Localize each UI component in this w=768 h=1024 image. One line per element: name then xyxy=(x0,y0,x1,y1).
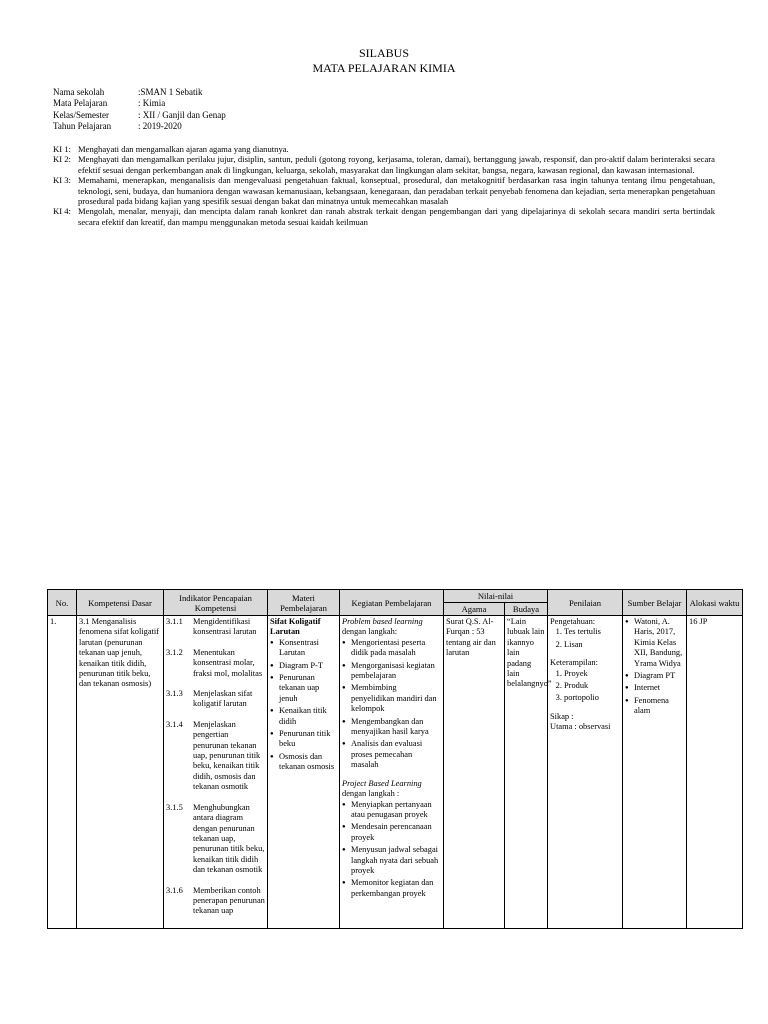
header-sumber: Sumber Belajar xyxy=(623,590,687,616)
indicator-item xyxy=(166,648,265,679)
info-value: :SMAN 1 Sebatik xyxy=(138,87,203,97)
materi-title: Sifat Koligatif Larutan xyxy=(270,617,321,637)
indicator-text: Menghubungkan antara diagram dengan penurunan tekanan uap, penurunan titik beku, kenaikan titik didih dan tekanan osmotik xyxy=(193,802,265,875)
ki-text: Memahami, menerapkan, menganalisis dan mengevaluasi pengetahuan faktual, konseptual, prosedural, dan metakognitif berdasarkan rasa ingin tahunya tentang ilmu pengetahuan, teknologi, seni, budaya, dan humaniora dengan wawasan kemanusiaan, kebangsaan, kenegaraan, dan peradaban terkait penyebab fenomena dan kejadian, serta menerapkan pengetahuan prosedural pada bidang kajian yang spesifik sesuai dengan bakat dan minatnya untuk memecahkan masalah xyxy=(78,175,715,207)
list-item: ● Menyiapkan pertanyaan atau penugasan proyek xyxy=(351,800,441,821)
info-label: Tahun Pelajaran xyxy=(53,120,112,131)
info-value: : Kimia xyxy=(138,98,166,109)
keterampilan-list xyxy=(550,669,620,704)
ki-key: KI 2: xyxy=(53,154,71,165)
cell-budaya: “Lain lubuak lain ikannyo lain padang lain belalangnyo” xyxy=(505,616,548,929)
list-item: ● Fenomena alam xyxy=(634,696,684,717)
list-item: ● Diagram P-T xyxy=(279,661,337,671)
cell-kd: 3.1 Menganalisis fenomena sifat koligatif larutan (penurunan tekanan uap jenuh, kenaikan titik didih, penurunan titik beku, dan tekanan osmosis) xyxy=(77,616,164,929)
indicator-text: Menjelaskan sifat koligatif larutan xyxy=(193,689,253,709)
list-item: 1. Proyek xyxy=(564,669,620,679)
list-item: 2. Lisan xyxy=(564,640,620,650)
ki-item xyxy=(53,206,715,227)
list-item: ● Membimbing penyelidikan mandiri dan kelompok xyxy=(351,683,441,714)
header-agama: Agama xyxy=(444,603,505,616)
header-alokasi: Alokasi waktu xyxy=(687,590,743,616)
cell-ipk xyxy=(164,616,268,929)
pengetahuan-label: Pengetahuan: xyxy=(550,617,596,626)
sikap-value: Utama : observasi xyxy=(550,722,611,732)
info-label: Kelas/Semester xyxy=(53,109,109,120)
document-subtitle: MATA PELAJARAN KIMIA xyxy=(312,61,456,75)
info-label: Nama sekolah xyxy=(53,87,105,97)
list-item: ● Penurunan titik beku xyxy=(279,729,337,750)
info-value: : 2019-2020 xyxy=(138,120,182,131)
ki-item xyxy=(53,144,715,154)
header-no: No. xyxy=(48,590,77,616)
cell-no: 1. xyxy=(48,616,77,929)
indicator-text: Mengidentifikasi konsentrasi larutan xyxy=(193,617,257,637)
model-2-name: Project Based Learning xyxy=(342,778,422,788)
info-row xyxy=(53,87,226,98)
document-title: SILABUS xyxy=(358,46,409,60)
cell-agama: Surat Q.S. Al-Furqan : 53 tentang air dan larutan xyxy=(444,616,505,929)
indicator-number: 3.1.6 xyxy=(166,885,183,895)
list-item: ● Osmosis dan tekanan osmosis xyxy=(279,752,337,773)
cell-materi xyxy=(268,616,340,929)
indicator-item xyxy=(166,689,265,710)
header-penilaian: Penilaian xyxy=(548,590,623,616)
model-2 xyxy=(342,779,441,800)
steps-1 xyxy=(342,638,441,771)
header-kegiatan: Kegiatan Pembelajaran xyxy=(340,590,444,616)
indicator-number: 3.1.5 xyxy=(166,802,183,812)
list-item: ● Watoni, A. Haris, 2017, Kimia Kelas XII, Bandung, Yrama Widya xyxy=(634,617,684,669)
steps-2 xyxy=(342,800,441,900)
keterampilan-label: Keterampilan: xyxy=(550,658,598,668)
materi-list xyxy=(270,638,337,773)
list-item: 3. portopolio xyxy=(564,693,620,703)
header-budaya: Budaya xyxy=(505,603,548,616)
cell-penilaian xyxy=(548,616,623,929)
list-item: 2. Produk xyxy=(564,681,620,691)
ki-key: KI 1: xyxy=(53,144,71,154)
list-item: ● Penurunan tekanan uap jenuh xyxy=(279,673,337,704)
ki-item xyxy=(53,175,715,206)
ki-text: Menghayati dan mengamalkan perilaku jujur, disiplin, santun, peduli (gotong royong, kerjasama, toleran, damai), bertanggung jawab, responsif, dan pro-aktif dalam berinteraksi secara efektif sesuai dengan perkembangan anak di lingkungan, keluarga, sekolah, masyarakat dan lingkungan alam sekitar, bangsa, negara, kawasan regional, dan kawasan internasional. xyxy=(78,154,715,175)
indicator-text: Menjelaskan pengertian penurunan tekanan uap, penurunan titik beku, kenaikan titik didih, osmosis dan tekanan osmotik xyxy=(193,719,261,792)
ki-text: Menghayati dan mengamalkan ajaran agama yang dianutnya. xyxy=(78,144,289,154)
list-item: ● Mendesain perencanaan proyek xyxy=(351,822,441,843)
header-materi: Materi Pembelajaran xyxy=(268,590,340,616)
pengetahuan-list xyxy=(550,627,620,650)
indicator-item xyxy=(166,617,265,638)
info-row xyxy=(53,121,226,132)
indicator-item xyxy=(166,720,265,793)
list-item: ● Analisis dan evaluasi proses pemecahan masalah xyxy=(351,739,441,770)
cell-sumber xyxy=(623,616,687,929)
cell-kegiatan xyxy=(340,616,444,929)
list-item: ● Kenaikan titik didih xyxy=(279,706,337,727)
info-row xyxy=(53,98,226,109)
indicator-item xyxy=(166,886,265,917)
indicator-text: Memberikan contoh penerapan penurunan tekanan uap xyxy=(193,885,265,916)
indicator-text: Menentukan konsentrasi molar, fraksi mol, molalitas xyxy=(193,647,263,678)
info-row xyxy=(53,110,226,121)
indicator-number: 3.1.2 xyxy=(166,647,183,657)
list-item: ● Mengorganisasi kegiatan pembelajaran xyxy=(351,661,441,682)
indicator-item xyxy=(166,803,265,876)
syllabus-table xyxy=(47,589,743,929)
table-row xyxy=(48,616,743,929)
ki-key: KI 4: xyxy=(53,206,71,217)
sikap-label: Sikap : xyxy=(550,711,574,721)
list-item: ● Diagram PT xyxy=(634,671,684,681)
core-competencies xyxy=(53,144,715,227)
header-kd: Kompetensi Dasar xyxy=(77,590,164,616)
list-item: ● Mengorientasi peserta didik pada masalah xyxy=(351,638,441,659)
header-ipk: Indikator Pencapaian Kompetensi xyxy=(164,590,268,616)
model-2-suffix: dengan langkah : xyxy=(342,789,400,799)
model-1-suffix: dengan langkah: xyxy=(342,627,398,637)
indicator-number: 3.1.4 xyxy=(166,719,183,729)
list-item: ● Mengembangkan dan menyajikan hasil karya xyxy=(351,717,441,738)
info-value: : XII / Ganjil dan Genap xyxy=(138,109,226,120)
indicator-number: 3.1.1 xyxy=(166,617,183,626)
school-info xyxy=(53,87,226,132)
list-item: ● Menyusun jadwal sebagai langkah nyata dari sebuah proyek xyxy=(351,845,441,876)
ki-item xyxy=(53,154,715,175)
info-label: Mata Pelajaran xyxy=(53,98,108,109)
model-1-name: Problem based learning xyxy=(342,617,423,626)
indicator-number: 3.1.3 xyxy=(166,689,183,699)
header-nilai: Nilai-nilai xyxy=(444,590,548,603)
model-1 xyxy=(342,617,441,638)
list-item: 1. Tes tertulis xyxy=(564,627,620,637)
cell-alokasi: 16 JP xyxy=(687,616,743,929)
list-item: ● Memonitor kegiatan dan perkembangan proyek xyxy=(351,878,441,899)
list-item: ● Internet xyxy=(634,683,684,693)
list-item: ● Konsentrasi Larutan xyxy=(279,638,337,659)
ki-key: KI 3: xyxy=(53,175,71,186)
sumber-list xyxy=(625,617,684,717)
ki-text: Mengolah, menalar, menyaji, dan mencipta dalam ranah konkret dan ranah abstrak terkait dengan pengembangan dari yang dipelajarinya di sekolah secara mandiri serta bertindak secara efektif dan kreatif, dan mampu menggunakan metoda sesuai kaidah keilmuan xyxy=(78,206,715,227)
